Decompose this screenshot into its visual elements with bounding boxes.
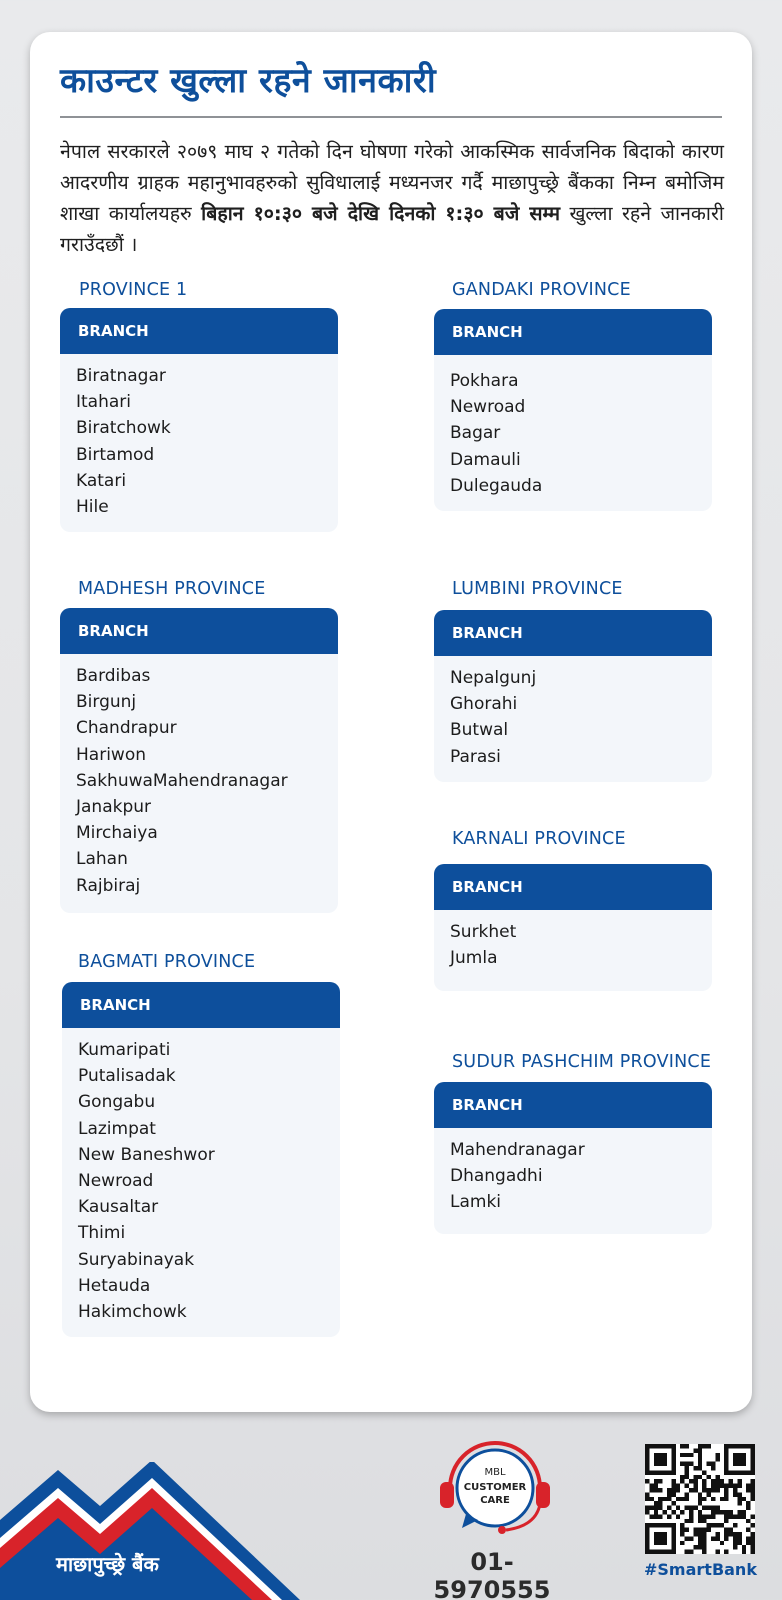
branch-item: Bardibas [76,666,151,686]
bank-name: माछापुच्छ्रे बैंक [56,1552,159,1576]
branch-item: Mirchaiya [76,823,158,844]
branch-item: Hariwon [76,744,146,765]
branch-list [434,1128,712,1234]
notice-card [30,32,752,1412]
gandaki-province-title: GANDAKI PROVINCE [452,280,631,300]
karnali-province-title: KARNALI PROVINCE [452,829,626,849]
branch-header: BRANCH [60,308,338,354]
branch-list [60,354,338,532]
branch-item: Hakimchowk [78,1302,187,1323]
branch-item: Birtamod [76,444,155,465]
branch-item: Mahendranagar [450,1140,585,1160]
sudur-pashchim-province-title: SUDUR PASHCHIM PROVINCE [452,1052,712,1072]
branch-item: Ghorahi [450,694,518,715]
branch-item: Newroad [78,1171,154,1192]
branch-header: BRANCH [434,610,712,656]
branch-item: Chandrapur [76,718,177,739]
branch-item: Lahan [76,849,128,870]
branch-list [62,1028,340,1337]
branch-list [434,355,712,511]
branch-item: Hile [76,497,109,518]
branch-item: SakhuwaMahendranagar [76,770,288,791]
phone-number: 01-5970555 [433,1548,551,1600]
branch-item: Janakpur [76,797,152,818]
bagmati-province-title: BAGMATI PROVINCE [78,952,256,972]
customer-care-line3: CARE [480,1495,510,1506]
title-divider [60,116,722,118]
branch-header: BRANCH [434,309,712,355]
customer-care-label [446,1481,544,1507]
lumbini-province-title: LUMBINI PROVINCE [452,579,623,599]
branch-list [434,910,712,991]
branch-item: Katari [76,470,127,491]
branch-list [434,656,712,782]
madhesh-branch-box [60,608,338,913]
branch-item: Parasi [450,746,501,767]
hashtag: #SmartBank [644,1560,757,1579]
branch-item: Butwal [450,720,509,741]
notice-text-1: नेपाल सरकारले २०७९ माघ २ गतेको दिन घोषणा गरेको आकस्मिक सार्वजनिक बिदाको कारण आदरणीय ग्राहक महानुभावहरुको सुविधालाई मध्यनजर गर्दै माछापुच्छ्रे बैंकका निम्न बमोजिम शाखा कार्यालयहरु [60,140,724,225]
branch-header: BRANCH [62,982,340,1028]
branch-item: Pokhara [450,371,519,391]
branch-item: Bagar [450,423,501,444]
karnali-branch-box [434,864,712,991]
branch-header: BRANCH [60,608,338,654]
branch-item: Newroad [450,397,526,418]
branch-item: Lamki [450,1192,502,1213]
branch-header: BRANCH [434,1082,712,1128]
branch-item: Nepalgunj [450,668,537,688]
customer-care-line2: CUSTOMER [463,1482,527,1493]
branch-item: Kumaripati [78,1040,171,1060]
province-1-title: PROVINCE 1 [79,280,188,300]
gandaki-branch-box [434,309,712,511]
qr-code [645,1444,755,1554]
branch-item: Suryabinayak [78,1249,195,1270]
branch-header: BRANCH [434,864,712,910]
branch-item: Gongabu [78,1092,156,1113]
branch-item: New Baneshwor [78,1144,215,1165]
bagmati-branch-box [62,982,340,1337]
madhesh-province-title: MADHESH PROVINCE [78,579,266,599]
branch-item: Birgunj [76,692,137,713]
branch-item: Biratchowk [76,418,171,439]
branch-item: Kausaltar [78,1197,159,1218]
page-title: काउन्टर खुल्ला रहने जानकारी [60,61,437,101]
branch-item: Hetauda [78,1275,151,1296]
sudur-pashchim-branch-box [434,1082,712,1234]
notice-paragraph [60,136,724,260]
branch-list [60,654,338,911]
notice-hours: बिहान १०:३० बजे देखि दिनको १:३० बजे सम्म [201,202,561,225]
branch-item: Lazimpat [78,1118,156,1139]
province-1-branch-box [60,308,338,532]
lumbini-branch-box [434,610,712,782]
branch-item: Jumla [450,948,498,969]
branch-item: Damauli [450,449,521,470]
branch-item: Dhangadhi [450,1166,543,1187]
notice-text-2: खुल्ला रहने जानकारी गराउँदछौं । [60,202,724,256]
branch-item: Rajbiraj [76,875,141,896]
branch-item: Dulegauda [450,475,543,496]
branch-item: Itahari [76,392,132,413]
mountain-logo [0,1462,300,1600]
branch-item: Thimi [78,1223,126,1244]
customer-care-mbl: MBL [484,1467,506,1478]
branch-item: Surkhet [450,922,517,942]
branch-item: Putalisadak [78,1066,176,1087]
branch-item: Biratnagar [76,366,166,386]
